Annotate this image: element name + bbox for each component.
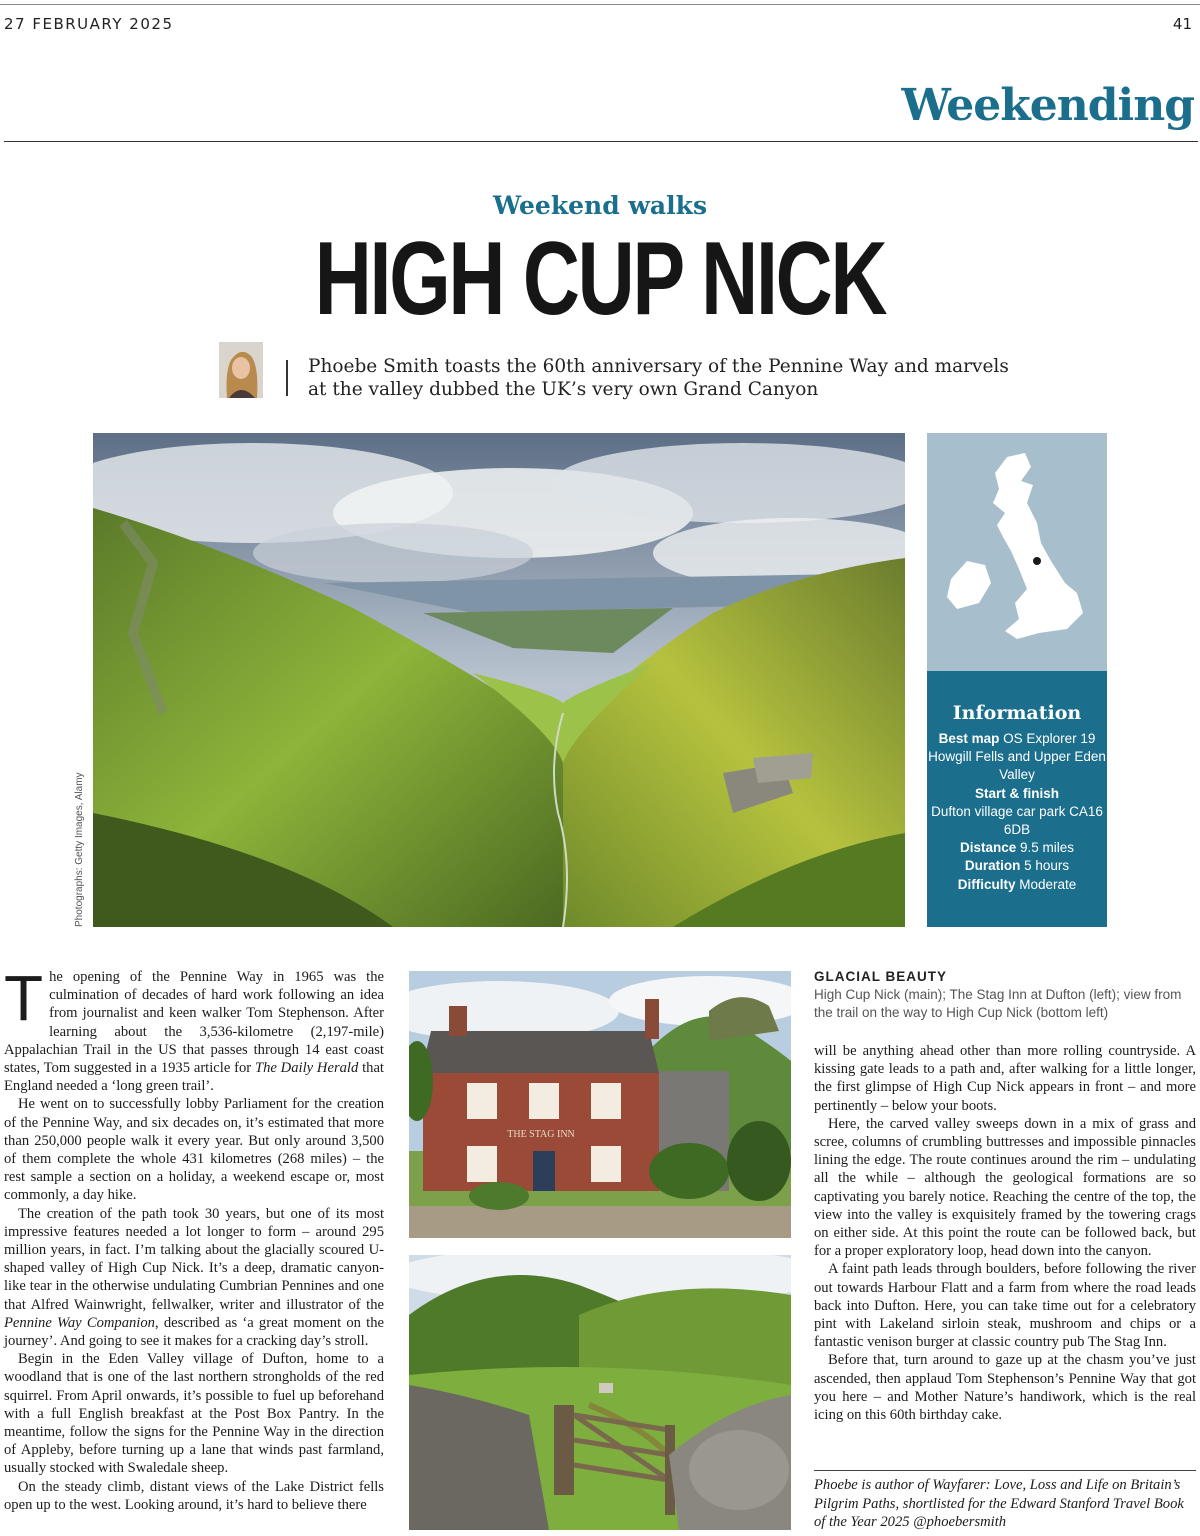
- section-title: Weekending: [901, 80, 1194, 131]
- body-paragraph: Before that, turn around to gaze up at the chasm you’ve just ascended, then applaud Tom Stephenson’s Pennine Way that got you here – and Mother Nature’s handiwork, which is the real icing on this 60th birthday cake.: [814, 1352, 1196, 1424]
- body-paragraph: The creation of the path took 30 years, but one of its most impressive features needed a lot longer to form – around 295 million years, in fact. I’m talking about the glacially scoured U-shaped valley of High Cup Nick. It’s a deep, dramatic canyon-like tear in the otherwise undulating Cumbrian Pennines and one that Alfred Wainwright, fellwalker, writer and illustrator of the Pennine Way Companion, described as ‘a great moment on the journey’. And going to see it makes for a cracking day’s stroll.: [4, 1205, 385, 1350]
- standfirst: Phoebe Smith toasts the 60th anniversary of the Pennine Way and marvels at the valley dubbed the UK’s very own Grand Canyon: [308, 356, 1009, 400]
- hero-photo-valley: [93, 433, 905, 927]
- drop-cap: T: [4, 962, 44, 1034]
- photo-stag-inn: [409, 971, 791, 1238]
- bio-rule: [814, 1470, 1196, 1471]
- body-paragraph: The opening of the Pennine Way in 1965 was the culmination of decades of hard work following an idea from journalist and keen walker Tom Stephenson. After learning about the 3,536-kilometre (2,197-mile) Appalachian Trail in the US that passes through 14 east coast states, Tom suggested in a 1935 article for The Daily Herald that England needed a ‘long green trail’.: [4, 962, 384, 1095]
- body-paragraph: On the steady climb, distant views of the Lake District fells open up to the west. Looking around, it’s hard to believe there: [4, 1478, 384, 1513]
- caption-heading: GLACIAL BEAUTY: [814, 969, 948, 984]
- issue-date: 27 FEBRUARY 2025: [4, 15, 174, 33]
- body-paragraph: Here, the carved valley sweeps down in a mix of grass and scree, columns of crumbling buttresses and impossible pinnacles lining the edge. The route continues around the rim – undulating all the while – although the geological formations are so captivating you barely notice. Reaching the centre of the top, the view into the valley is exquisitely framed by the towering crags on either side. At this point the route can be followed back, but for a proper exploratory loop, head down into the canyon.: [814, 1115, 1196, 1260]
- info-start: Start & finish Dufton village car park CA16 6DB: [931, 785, 1103, 838]
- standfirst-divider: [286, 360, 288, 396]
- body-paragraph: will be anything ahead other than more rolling countryside. A kissing gate leads to a path and, after walking for a little longer, the first glimpse of High Cup Nick appears in front – and more pertinently – below your boots.: [814, 1043, 1196, 1114]
- author-avatar: [219, 342, 263, 398]
- caption-text: High Cup Nick (main); The Stag Inn at Dufton (left); view from the trail on the way to High Cup Nick (bottom left): [814, 987, 1182, 1020]
- info-title: Information: [952, 702, 1082, 724]
- article-kicker: Weekend walks: [492, 191, 708, 220]
- top-rule: [0, 4, 1200, 5]
- article-title: HIGH CUP NICK: [314, 221, 886, 337]
- info-best-map: Best map OS Explorer 19 Howgill Fells and Upper Eden Valley: [928, 731, 1106, 783]
- body-paragraph: Begin in the Eden Valley village of Dufton, home to a woodland that is one of the last northern strongholds of the red squirrel. From April onwards, it’s possible to fuel up beforehand with a full English breakfast at the Post Box Pantry. In the meantime, follow the signs for the Pennine Way in the direction of Appleby, before turning up a lane that winds past farmland, usually stocked with Swaledale sheep.: [4, 1351, 384, 1477]
- body-column-1: [4, 962, 385, 1514]
- body-paragraph: He went on to successfully lobby Parliament for the creation of the Pennine Way, and six decades on, it’s estimated that more than 250,000 people walk it every year. But only around 3,500 of them complete the whole 431 kilometres (268 miles) – the rest sample a section on a holiday, a weekend escape or, most commonly, a day hike.: [4, 1096, 384, 1204]
- info-difficulty: Difficulty Moderate: [957, 876, 1077, 892]
- stag-inn-sign: THE STAG INN: [507, 1129, 575, 1140]
- photo-trail-gate: [409, 1255, 791, 1530]
- body-paragraph: A faint path leads through boulders, before following the river out towards Harbour Flatt and a farm from where the road leads back into Dufton. Here, you can take time out for a celebratory pint with Lakeland sirloin steak, mushroom and chips or a fantastic venison burger at classic country pub The Stag Inn.: [814, 1261, 1196, 1351]
- info-distance: Distance 9.5 miles: [959, 840, 1075, 856]
- info-duration: Duration 5 hours: [964, 858, 1070, 874]
- author-bio: Phoebe is author of Wayfarer: Love, Loss and Life on Britain’s Pilgrim Paths, shortlisted for the Edward Stanford Travel Book of the Year 2025 @phoebersmith: [814, 1477, 1184, 1530]
- photo-credit: Photographs: Getty Images, Alamy: [74, 772, 85, 927]
- header-rule: [4, 141, 1198, 142]
- page-number: 41: [1172, 15, 1192, 33]
- information-box: [927, 671, 1107, 927]
- body-column-3: [814, 1042, 1196, 1424]
- locator-map: [927, 433, 1107, 671]
